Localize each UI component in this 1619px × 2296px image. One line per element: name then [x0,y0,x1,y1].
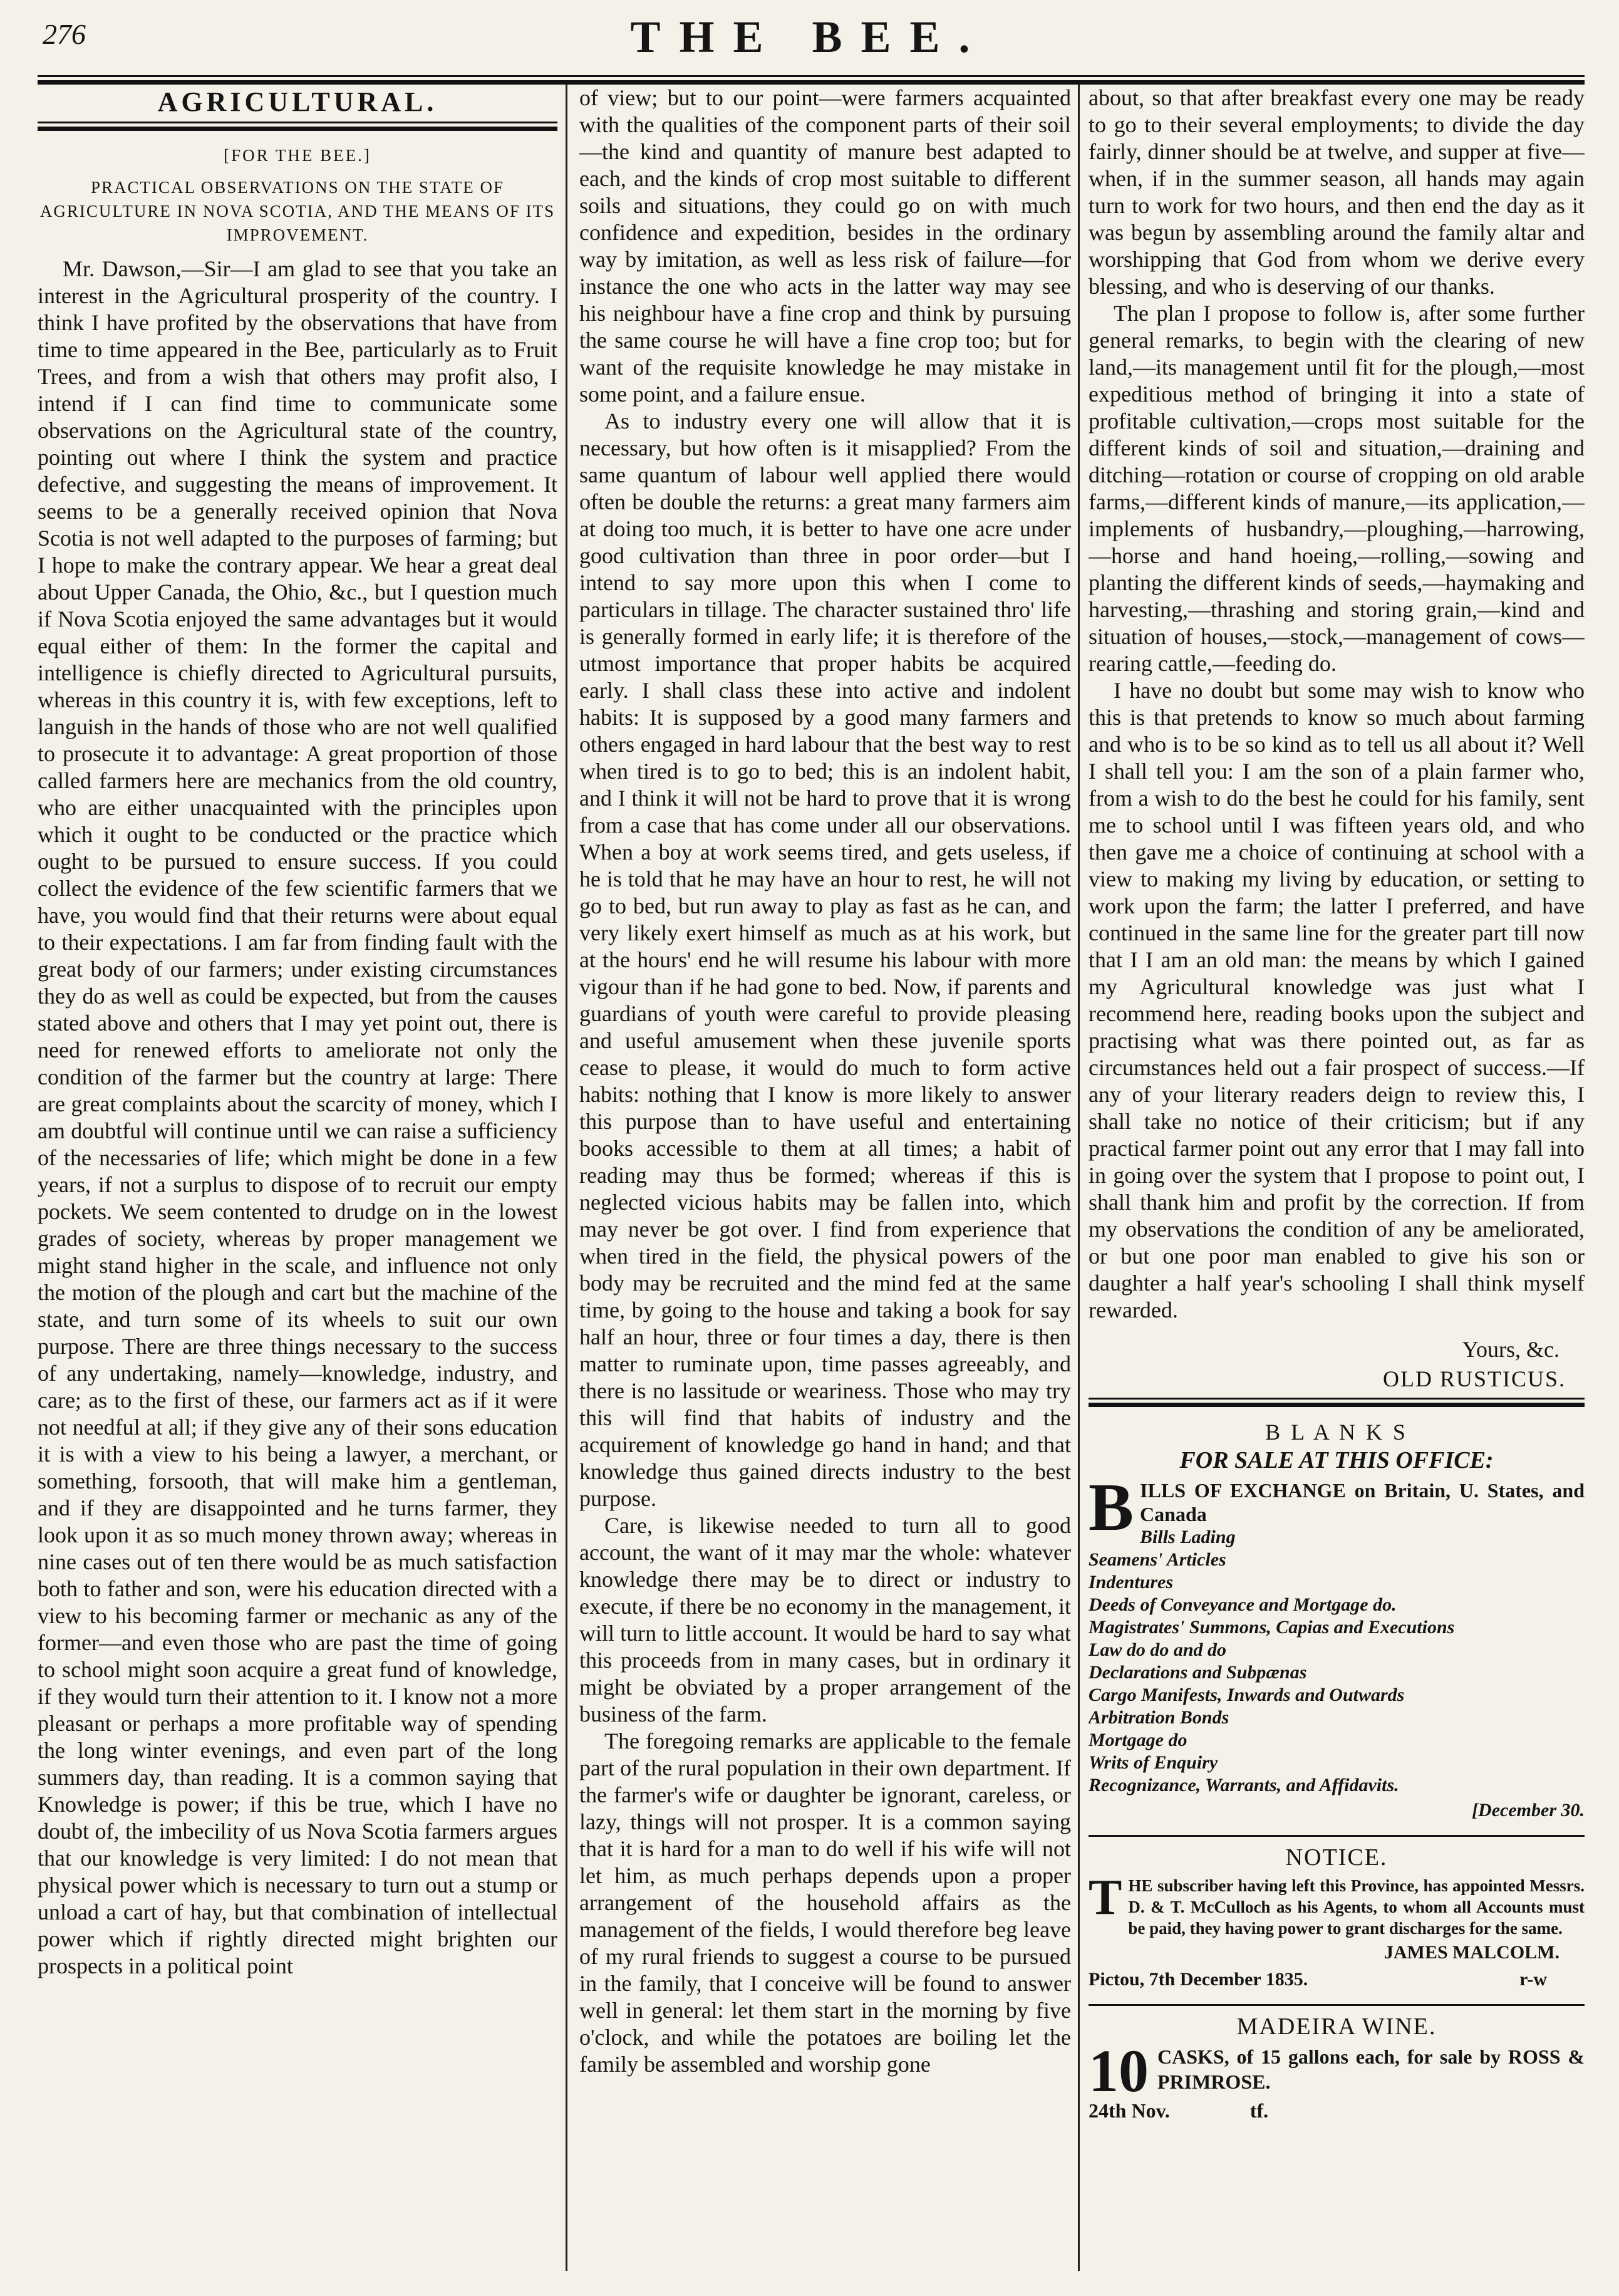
notice-place [1089,1966,1585,1993]
notice-title: NOTICE. [1285,1844,1388,1871]
column-2 [579,85,1071,2271]
notice-signature: JAMES MALCOLM. [1384,1942,1560,1963]
article-paragraph: As to industry every one will allow that it is necessary, but how often is it misapplied? From the same quantum of labour well applied there would often be double the returns: a great many farmers aim at doing too much, it is better to have one acre under good cultivation than three in poor order—but I intend to say more upon this when I come to particulars in tillage. The character sustained thro' life is generally formed in early life; it is therefore of the utmost importance that proper habits be acquired early. I shall class these into active and indolent habits: It is supposed by a good many farmers and others engaged in hard labour that the best way to rest when tired is to go to bed; this is an indolent habit, and I think it will not be hard to prove that it is wrong from a case that has come under all our observations. When a boy at work seems tired, and gets useless, if he is told that he may have an hour to rest, he will not go to bed, but run away to play as fast as he can, and very likely exert himself as much as at his work, but at the hours' end he will resume his labour with more vigour than if he had gone to bed. Now, if parents and guardians of youth were careful to provide pleasing and useful amusement when these juvenile sports cease to please, it would do much to form active habits: nothing that I know is more likely to answer this purpose than to have useful and entertaining books accessible to them at all times; a habit of reading may thus be formed; whereas if this is neglected vicious habits may be fallen into, which may never be got over. I find from experience that when tired in the field, the physical powers of the body may be recruited and the mind fed at the same time, by going to the house and taking a book for say half an hour, three or four times a day, there is then matter to ruminate upon, time passes agreeably, and there is no lassitude or weariness. Those who may try this will find that habits of industry and the acquirement of knowledge go hand in hand; and that knowledge thus gained directs industry to the best purpose. [579,408,1071,1511]
madeira-text: CASKS, of 15 gallons each, for sale by ROSS & PRIMROSE. [1157,2045,1585,2093]
notice-place-date: Pictou, 7th December 1835. [1089,1969,1308,1990]
header-rule-thick [38,80,1585,85]
signoff: Yours, &c. [1462,1337,1560,1362]
article-subhead: PRACTICAL OBSERVATIONS ON THE STATE OF AGRICULTURE IN NOVA SCOTIA, AND THE MEANS OF ITS IMPROVEMENT. [39,178,556,244]
article-paragraph: Mr. Dawson,—Sir—I am glad to see that you take an interest in the Agricultural prosperity of the country. I think I have profited by the observations that have from time to time appeared in the Bee, particularly as to Fruit Trees, and from a wish that others may profit also, I intend if I can find time to communicate some observations on the Agricultural state of the country, pointing out where I think the system and practice defective, and suggesting the means of improvement. It seems to be a generally received opinion that Nova Scotia is not well adapted to the purposes of farming; but I hope to make the contrary appear. We hear a great deal about Upper Canada, the Ohio, &c., but I question much if Nova Scotia enjoyed the same advantages but it would equal either of them: In the former the capital and intelligence is chiefly directed to Agricultural pursuits, whereas in this country it is, with few exceptions, left to languish in the hands of those who are not well qualified to prosecute it to advantage: A great proportion of those called farmers here are mechanics from the old country, who are either unacquainted with the principles upon which it ought to be conducted or the practice which ought to be pursued to ensure success. If you could collect the evidence of the few scientific farmers that we have, you would find that their returns were about equal to their expectations. I am far from finding fault with the great body of our farmers; under existing circumstances they do as well as could be expected, but from the causes stated above and others that I may yet point out, there is need for renewed efforts to ameliorate not only the condition of the farmer but the country at large: There are great complaints about the scarcity of money, which I am doubtful will continue until we can raise a sufficiency of the necessaries of life; which might be done in a few years, if not a surplus to dispose of to recruit our empty pockets. We seem contented to drudge on in the lowest grades of society, whereas by proper management we might stand higher in the scale, and influence not only the motion of the plough and cart but the machine of the state, and turn some of its wheels to suit our own purpose. There are three things necessary to the success of any undertaking, namely—knowledge, industry, and care; as to the first of these, our farmers act as if it were not needful at all; if they give any of their sons education it is with a view to his being a lawyer, a merchant, or something, forsooth, that will make him a gentleman, and if they are disappointed and he turns farmer, they look upon it as so much money thrown away; whereas in nine cases out of ten there would be as much satisfaction both to father and son, were his education directed with a view to his becoming farmer or mechanic as any of the former—and even those who are past the time of going to school might soon acquire a great fund of knowledge, if they would turn their attention to it. I know not a more pleasant or perhaps a more profitable way of spending the long winter evenings, and even part of the long summers day, than reading. It is a common saying that Knowledge is power; if this be true, which I have no doubt of, the imbecility of us Nova Scotia farmers argues that our knowledge is very limited: I do not mean that physical power which is necessary to turn out a stump or unload a cart of hay, but that combination of intellectual power which if rightly directed might brighten our prospects in a political point [38,256,557,1978]
madeira-footer [1089,2098,1585,2123]
drop-cap: T [1089,1870,1122,1925]
list-item: Writs of Enquiry [1089,1752,1218,1773]
notice-tag: r-w [1519,1969,1547,1990]
article-paragraph: The foregoing remarks are applicable to the female part of the rural population in their own department. If the farmer's wife or daughter be ignorant, careless, or lazy, things will not prosper. It is a common saying that it is hard for a man to do well if his wife will not let him, as much perhaps depends upon a proper arrangement of the household affairs as the management of the fields, I would therefore beg leave of my rural friends to suggest a course to be pursued in the family, that I conceive will be found to answer well in general: let them start in the morning by five o'clock, and while the potatoes are boiling let the family be assembled and worship gone [579,1728,1071,2077]
blanks-ad-title: B L A N K S [1265,1420,1408,1445]
article-paragraph: I have no doubt but some may wish to know who this is that pretends to know so much about farming and who is to be so kind as to tell us all about it? Well I shall tell you: I am the son of a plain farmer who, from a wish to do the best he could for his family, sent me to school until I was fifteen years old, and who then gave me a choice of continuing at school with a view to making my living by education, or setting to work upon the farm; the latter I preferred, and have continued in the same line for the greater part till now that I I am an old man: the means by which I gained my Agricultural knowledge was just what I recommend here, reading books upon the subject and practising what was there pointed out, as far as circumstances held out a fair prospect of success.—If any of your literary readers deign to review this, I shall take no notice of their criticism; but if any practical farmer point out any error that I may fall into in going over the system that I propose to point out, I shall thank him and profit by the correction. If from my observations the condition of any be ameliorated, or but one poor man enabled to give his son or daughter a half year's schooling I shall think myself rewarded. [1089,678,1585,1322]
section-rule [38,122,557,131]
list-item: Recognizance, Warrants, and Affidavits. [1089,1775,1399,1795]
madeira-tag: tf. [1249,2099,1269,2122]
madeira-number: 10 [1089,2037,1149,2104]
blanks-first-line: ILLS OF EXCHANGE on Britain, U. States, and Canada [1140,1479,1585,1525]
list-item: Law do do and do [1089,1639,1227,1660]
madeira-date: 24th Nov. [1089,2099,1170,2122]
masthead-title: THE BEE. [630,12,989,62]
list-item: Cargo Manifests, Inwards and Outwards [1089,1685,1405,1705]
article-paragraph: of view; but to our point—were farmers acquainted with the qualities of the component parts of their soil—the kind and quantity of manure best adapted to each, and the kinds of crop most suitable to different soils and situations, they could go on with much confidence and expedition, besides in the ordinary way by imitation, as well as less risk of failure—for instance the one who acts in the latter way may see his neighbour have a fine crop and think by pursuing the same course he will have a fine crop too; but for want of the requisite knowledge he may mistake in some point, and a failure ensue. [579,85,1071,407]
article-paragraph: The plan I propose to follow is, after some further general remarks, to begin with the clearing of new land,—its management until fit for the plough,—most expeditious method of bringing it into a state of profitable cultivation,—crops most suitable for the different kinds of soil and situation,—draining and ditching—rotation or course of cropping on old arable farms,—different kinds of manure,—its application,—implements of husbandry,—ploughing,—harrowing,—horse and hand hoeing,—rolling,—sowing and planting the different kinds of seeds,—haymaking and harvesting,—thrashing and storing grain,—kind and situation of houses,—stock,—management of cows—rearing cattle,—feeding do. [1089,301,1585,676]
blanks-ad-list [1089,1470,1585,1824]
blanks-ad-subtitle: FOR SALE AT THIS OFFICE: [1179,1447,1494,1473]
list-item: Declarations and Subpænas [1089,1662,1307,1683]
madeira-body [1089,2037,1585,2123]
column-1 [38,85,557,2271]
ad-rule [1089,2004,1585,2006]
article-paragraph: Care, is likewise needed to turn all to good account, the want of it may mar the whole: whatever knowledge there may be to direct or industry to execute, if there be no economy in the management, it will turn to little account. It would be hard to say what this proceeds from in many cases, but in ordinary it might be obviated by a proper arrangement of the business of the farm. [579,1513,1071,1727]
blanks-date: [December 30. [1472,1800,1585,1821]
notice-text: HE subscriber having left this Province, has appointed Messrs. D. & T. McCulloch as his Agents, to whom all Accounts must be paid, they having power to grant discharges for the same. [1128,1876,1585,1938]
list-item: Indentures [1089,1572,1174,1592]
article-paragraph: about, so that after breakfast every one may be ready to go to their several employments; to divide the day fairly, dinner should be at twelve, and supper at five—when, if in the summer season, all hands may again turn to work for two hours, and then end the day as it was begun by assembling around the family altar and worshipping that God from whom we derive every blessing, and who is deserving of our thanks. [1089,85,1585,299]
list-item: Deeds of Conveyance and Mortgage do. [1089,1594,1397,1615]
ad-rule [1089,1398,1585,1407]
list-item: Mortgage do [1089,1730,1187,1750]
page-number: 276 [43,18,86,50]
ad-rule [1089,1835,1585,1837]
madeira-title: MADEIRA WINE. [1236,2013,1437,2040]
drop-cap: B [1089,1470,1134,1545]
list-item: Bills Lading [1140,1527,1236,1547]
author-signature: OLD RUSTICUS. [1382,1366,1566,1391]
list-item: Seamens' Articles [1089,1549,1226,1570]
column-3 [1089,85,1585,2271]
list-item: Magistrates' Summons, Capias and Executions [1089,1617,1455,1638]
notice-body [1089,1870,1585,1939]
list-item: Arbitration Bonds [1089,1707,1229,1728]
column-divider [1078,85,1080,2271]
header-rule [38,75,1585,77]
byline-for: [FOR THE BEE.] [224,146,371,165]
column-divider [566,85,567,2271]
section-title: AGRICULTURAL. [157,86,438,117]
